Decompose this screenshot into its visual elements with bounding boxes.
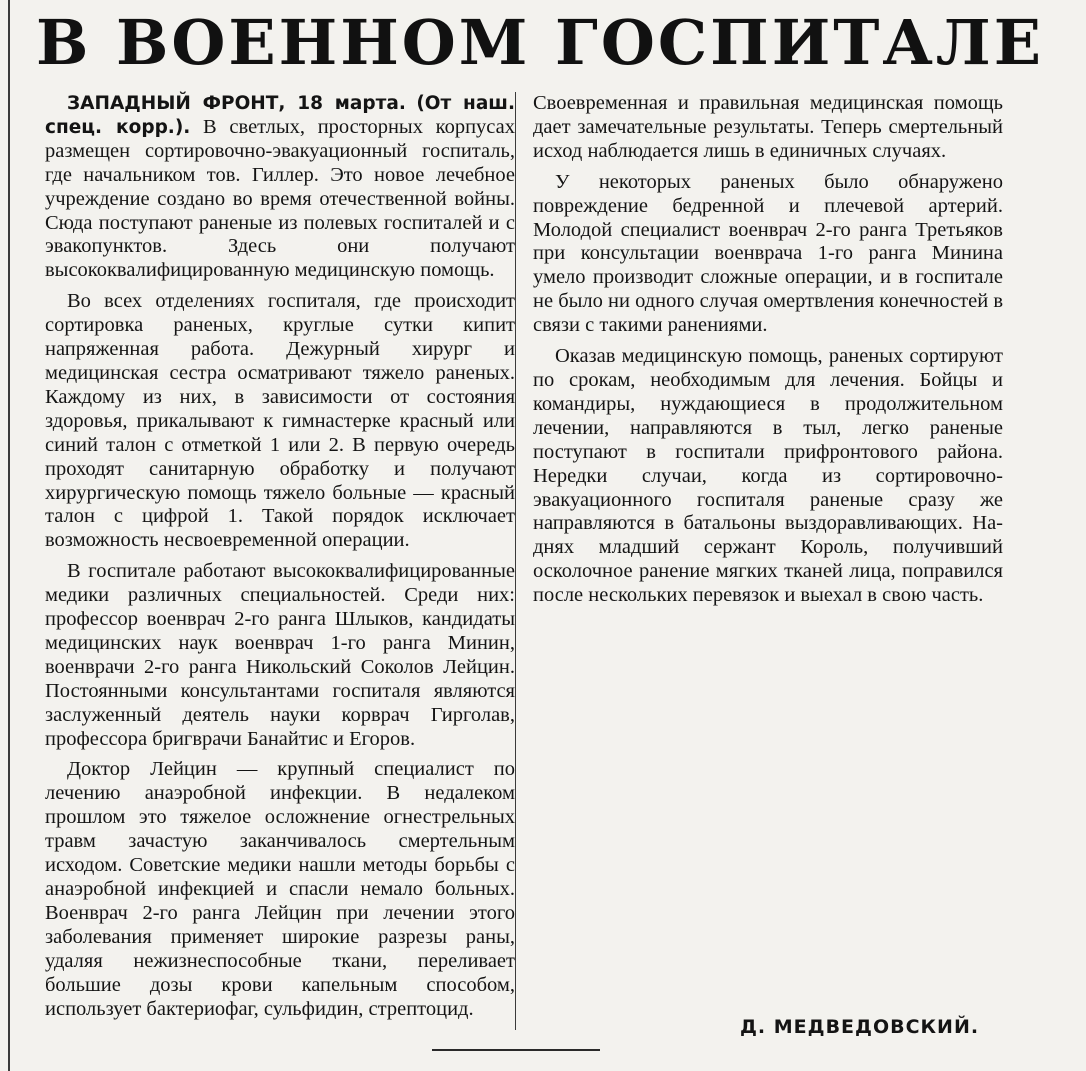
paragraph-1-text: В светлых, просторных корпусах размещен сортировочно-эвакуационный госпиталь, где начальником тов. Гиллер. Это новое лечебное учреждение создано во время отечественной войны. Сюда поступают раненые из полевых госпиталей и с эвакопунктов. Здесь они получают высококвалифицированную медицинскую помощь. [45,115,515,282]
article-headline: В ВОЕННОМ ГОСПИТАЛЕ [35,6,1045,79]
article-paragraph-6: Оказав медицинскую помощь, раненых сортируют по срокам, необходимым для лечения. Бойцы и командиры, нуждающиеся в продолжительном лечении, направляются в тыл, легко раненые поступают в госпитали прифронтового района. Нередки случаи, когда из сортировочно-эвакуационного госпиталя раненые сразу же направляются в батальоны выздоравливающих. На-днях младший сержант Король, получивший осколочное ранение мягких тканей лица, поправился после нескольких перевязок и выехал в свою часть. [533,345,1003,607]
article-column-left [45,92,515,1030]
article-paragraph-2: Во всех отделениях госпиталя, где происходит сортировка раненых, круглые сутки кипит напряженная работа. Дежурный хирург и медицинская сестра осматривают тяжело раненых. Каждому из них, в зависимости от состояния здоровья, прикалывают к гимнастерке красный или синий талон с отметкой 1 или 2. В первую очередь проходят санитарную обработку и получают хирургическую помощь тяжело больные — красный талон с цифрой 1. Такой порядок исключает возможность несвоевременной операции. [45,290,515,552]
article-paragraph-4-continued: Своевременная и правильная медицинская помощь дает замечательные результаты. Теперь смертельный исход наблюдается лишь в единичных случаях. [533,92,1003,162]
bottom-separator-rule [432,1049,600,1051]
dateline: ЗАПАДНЫЙ ФРОНТ, 18 марта. [67,93,406,114]
correspondent-source: (От наш. спец. корр.). [45,93,515,138]
article-column-right [533,92,1003,1012]
article-paragraph-3: В госпитале работают высококвалифицированные медики различных специальностей. Среди них: профессор военврач 2-го ранга Шлыков, кандидаты медицинских наук военврач 1-го ранга Минин, военврачи 2-го ранга Никольский Соколов Лейцин. Постоянными консультантами госпиталя являются заслуженный деятель науки корврач Гирголав, профессора бригврачи Банайтис и Егоров. [45,560,515,750]
column-divider [515,92,516,1030]
article-paragraph-4: Доктор Лейцин — крупный специалист по лечению анаэробной инфекции. В недалеком прошлом это тяжелое осложнение огнестрельных травм зачастую заканчивалось смертельным исходом. Советские медики нашли методы борьбы с анаэробной инфекцией и спасли немало больных. Военврач 2-го ранга Лейцин при лечении этого заболевания применяет широкие разрезы раны, удаляя нежизнеспособные ткани, переливает большие дозы крови капельным способом, использует бактериофаг, сульфидин, стрептоцид. [45,758,515,1020]
author-signature: Д. МЕДВЕДОВСКИЙ. [740,1016,980,1038]
left-border-rule [8,0,10,1071]
article-paragraph-1 [45,92,515,283]
article-paragraph-5: У некоторых раненых было обнаружено повреждение бедренной и плечевой артерий. Молодой специалист военврач 2-го ранга Третьяков при консультации военврача 1-го ранга Минина умело производит сложные операции, и в госпитале не было ни одного случая омертвления конечностей в связи с такими ранениями. [533,170,1003,337]
